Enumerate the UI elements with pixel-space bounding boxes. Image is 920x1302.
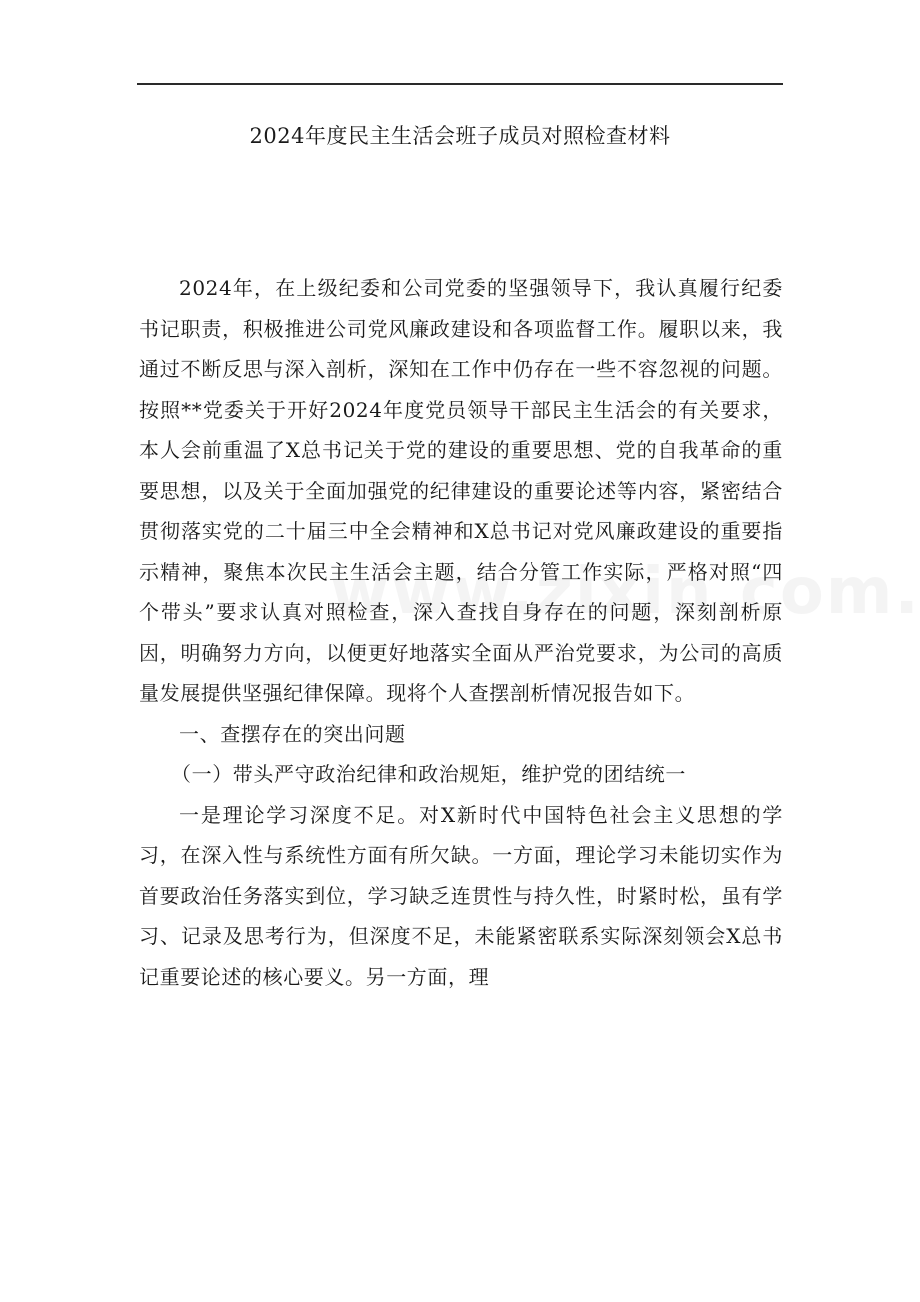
subsection-heading: （一）带头严守政治纪律和政治规矩，维护党的团结统一 [171, 762, 686, 786]
intro-paragraph: 2024年，在上级纪委和公司党委的坚强领导下，我认真履行纪委书记职责，积极推进公司党风廉政建设和各项监督工作。履职以来，我通过不断反思与深入剖析，深知在工作中仍存在一些不容忽视的问题。按照**党委关于开好2024年度党员领导干部民主生活会的有关要求，本人会前重温了X总书记关于党的建设的重要思想、党的自我革命的重要思想，以及关于全面加强党的纪律建设的重要论述等内容，紧密结合贯彻落实党的二十届三中全会精神和X总书记对党风廉政建设的重要指示精神，聚焦本次民主生活会主题，结合分管工作实际，严格对照“四个带头”要求认真对照检查，深入查找自身存在的问题，深刻剖析原因，明确努力方向，以便更好地落实全面从严治党要求，为公司的高质量发展提供坚强纪律保障。现将个人查摆剖析情况报告如下。 [139, 276, 783, 705]
point-paragraph: 一是理论学习深度不足。对X新时代中国特色社会主义思想的学习，在深入性与系统性方面有所欠缺。一方面，理论学习未能切实作为首要政治任务落实到位，学习缺乏连贯性与持久性，时紧时松，虽有学习、记录及思考行为，但深度不足，未能紧密联系实际深刻领会X总书记重要论述的核心要义。另一方面，理 [139, 802, 783, 989]
header-rule [137, 83, 783, 85]
document-title: 2024年度民主生活会班子成员对照检查材料 [249, 124, 671, 148]
document-body [139, 268, 783, 997]
section-heading: 一、查摆存在的突出问题 [179, 721, 406, 746]
